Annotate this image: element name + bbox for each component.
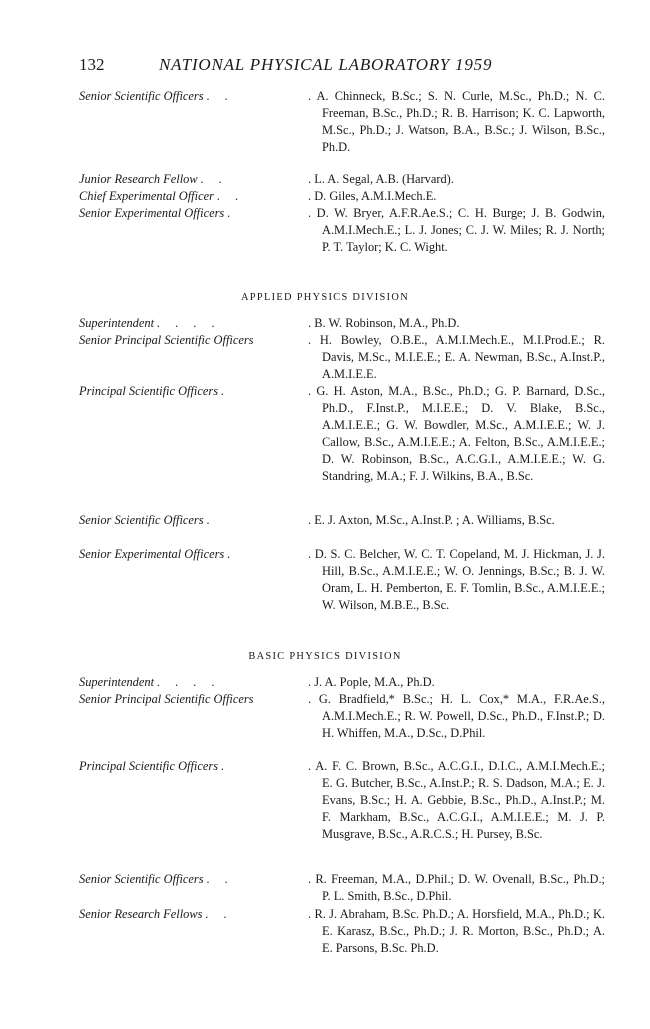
staff-names: . E. J. Axton, M.Sc., A.Inst.P. ; A. Williams, B.Sc.	[308, 512, 605, 529]
staff-entry	[79, 871, 605, 905]
staff-names: . G. H. Aston, M.A., B.Sc., Ph.D.; G. P. Barnard, D.Sc., Ph.D., F.Inst.P., M.I.E.E.; D. V. Blake, B.Sc., A.M.I.E.E.; G. W. Bowdler, M.Sc., A.M.I.E.E.; W. J. Callow, B.Sc., A.M.I.E.E.; A. Felton, B.Sc., A.M.I.E.E.; D. W. Robinson, B.Sc., A.C.G.I., A.M.I.E.E.; W. G. Standring, M.A.; F. J. Wilkins, B.A., B.Sc.	[308, 383, 605, 486]
role-label: Senior Principal Scientific Officers	[79, 692, 254, 706]
division-heading: BASIC PHYSICS DIVISION	[248, 651, 402, 662]
page-number: 132	[79, 55, 105, 74]
running-header	[79, 55, 599, 75]
staff-names: . D. W. Bryer, A.F.R.Ae.S.; C. H. Burge; J. B. Godwin, A.M.I.Mech.E.; L. J. Jones; C. J. W. Miles; R. J. North; P. T. Taylor; K. C. Wight.	[308, 205, 605, 256]
staff-entry	[79, 332, 605, 383]
staff-entry	[79, 546, 605, 614]
staff-names: . J. A. Pople, M.A., Ph.D.	[308, 674, 605, 691]
staff-entry	[79, 512, 605, 529]
role-label: Senior Experimental Officers .	[79, 206, 237, 220]
staff-names: . H. Bowley, O.B.E., A.M.I.Mech.E., M.I.Prod.E.; R. Davis, M.Sc., M.I.E.E.; E. A. Newman, B.Sc., A.Inst.P., A.M.I.E.E.	[308, 332, 605, 383]
staff-entry	[79, 691, 605, 742]
staff-names: . D. S. C. Belcher, W. C. T. Copeland, M. J. Hickman, J. J. Hill, B.Sc., A.M.I.E.E.; W. O. Jennings, B.Sc.; B. J. W. Oram, L. H. Pemberton, E. F. Tomlin, B.Sc., A.M.I.E.E.; W. Wilson, M.B.E., B.Sc.	[308, 546, 605, 614]
staff-entry	[79, 383, 605, 486]
staff-names: . D. Giles, A.M.I.Mech.E.	[308, 188, 605, 205]
staff-names: . A. F. C. Brown, B.Sc., A.C.G.I., D.I.C., A.M.I.Mech.E.; E. G. Butcher, B.Sc., A.Inst.P.; R. S. Dadson, M.A.; E. J. Evans, B.Sc.; H. A. Gebbie, B.Sc., Ph.D., A.Inst.P.; M. F. Markham, B.Sc., A.C.G.I., A.M.I.E.E.; M. J. P. Musgrave, B.Sc., A.R.C.S.; H. Pursey, B.Sc.	[308, 758, 605, 843]
staff-entry	[79, 205, 605, 256]
staff-names: . A. Chinneck, B.Sc.; S. N. Curle, M.Sc., Ph.D.; N. C. Freeman, B.Sc., Ph.D.; R. B. Harrison; K. C. Lapworth, M.Sc., Ph.D.; J. Watson, B.A., B.Sc.; J. Wilson, B.Sc., Ph.D.	[308, 88, 605, 156]
staff-names: . L. A. Segal, A.B. (Harvard).	[308, 171, 605, 188]
role-label: Senior Scientific Officers . .	[79, 89, 234, 103]
role-label: Chief Experimental Officer . .	[79, 189, 245, 203]
running-title: NATIONAL PHYSICAL LABORATORY 1959	[159, 55, 493, 74]
role-label: Senior Scientific Officers .	[79, 513, 216, 527]
staff-entry	[79, 171, 605, 188]
staff-entry	[79, 188, 605, 205]
role-label: Principal Scientific Officers .	[79, 384, 231, 398]
staff-names: . R. J. Abraham, B.Sc. Ph.D.; A. Horsfield, M.A., Ph.D.; K. E. Karasz, B.Sc., Ph.D.; J. R. Morton, B.Sc., Ph.D.; A. E. Parsons, B.Sc. Ph.D.	[308, 906, 605, 957]
staff-entry	[79, 315, 605, 332]
role-label: Senior Scientific Officers . .	[79, 872, 234, 886]
staff-entry	[79, 88, 605, 156]
staff-names: . B. W. Robinson, M.A., Ph.D.	[308, 315, 605, 332]
role-label: Junior Research Fellow . .	[79, 172, 229, 186]
role-label: Senior Principal Scientific Officers	[79, 333, 254, 347]
staff-names: . G. Bradfield,* B.Sc.; H. L. Cox,* M.A., F.R.Ae.S., A.M.I.Mech.E.; R. W. Powell, D.Sc., Ph.D., F.Inst.P.; D. H. Whiffen, M.A., D.Sc., D.Phil.	[308, 691, 605, 742]
staff-entry	[79, 674, 605, 691]
staff-entry	[79, 906, 605, 957]
role-label: Superintendent . . . .	[79, 316, 221, 330]
role-label: Senior Experimental Officers .	[79, 547, 237, 561]
division-heading: APPLIED PHYSICS DIVISION	[240, 292, 410, 303]
role-label: Senior Research Fellows . .	[79, 907, 233, 921]
staff-entry	[79, 758, 605, 843]
role-label: Superintendent . . . .	[79, 675, 221, 689]
role-label: Principal Scientific Officers .	[79, 759, 231, 773]
staff-names: . R. Freeman, M.A., D.Phil.; D. W. Ovenall, B.Sc., Ph.D.; P. L. Smith, B.Sc., D.Phil.	[308, 871, 605, 905]
